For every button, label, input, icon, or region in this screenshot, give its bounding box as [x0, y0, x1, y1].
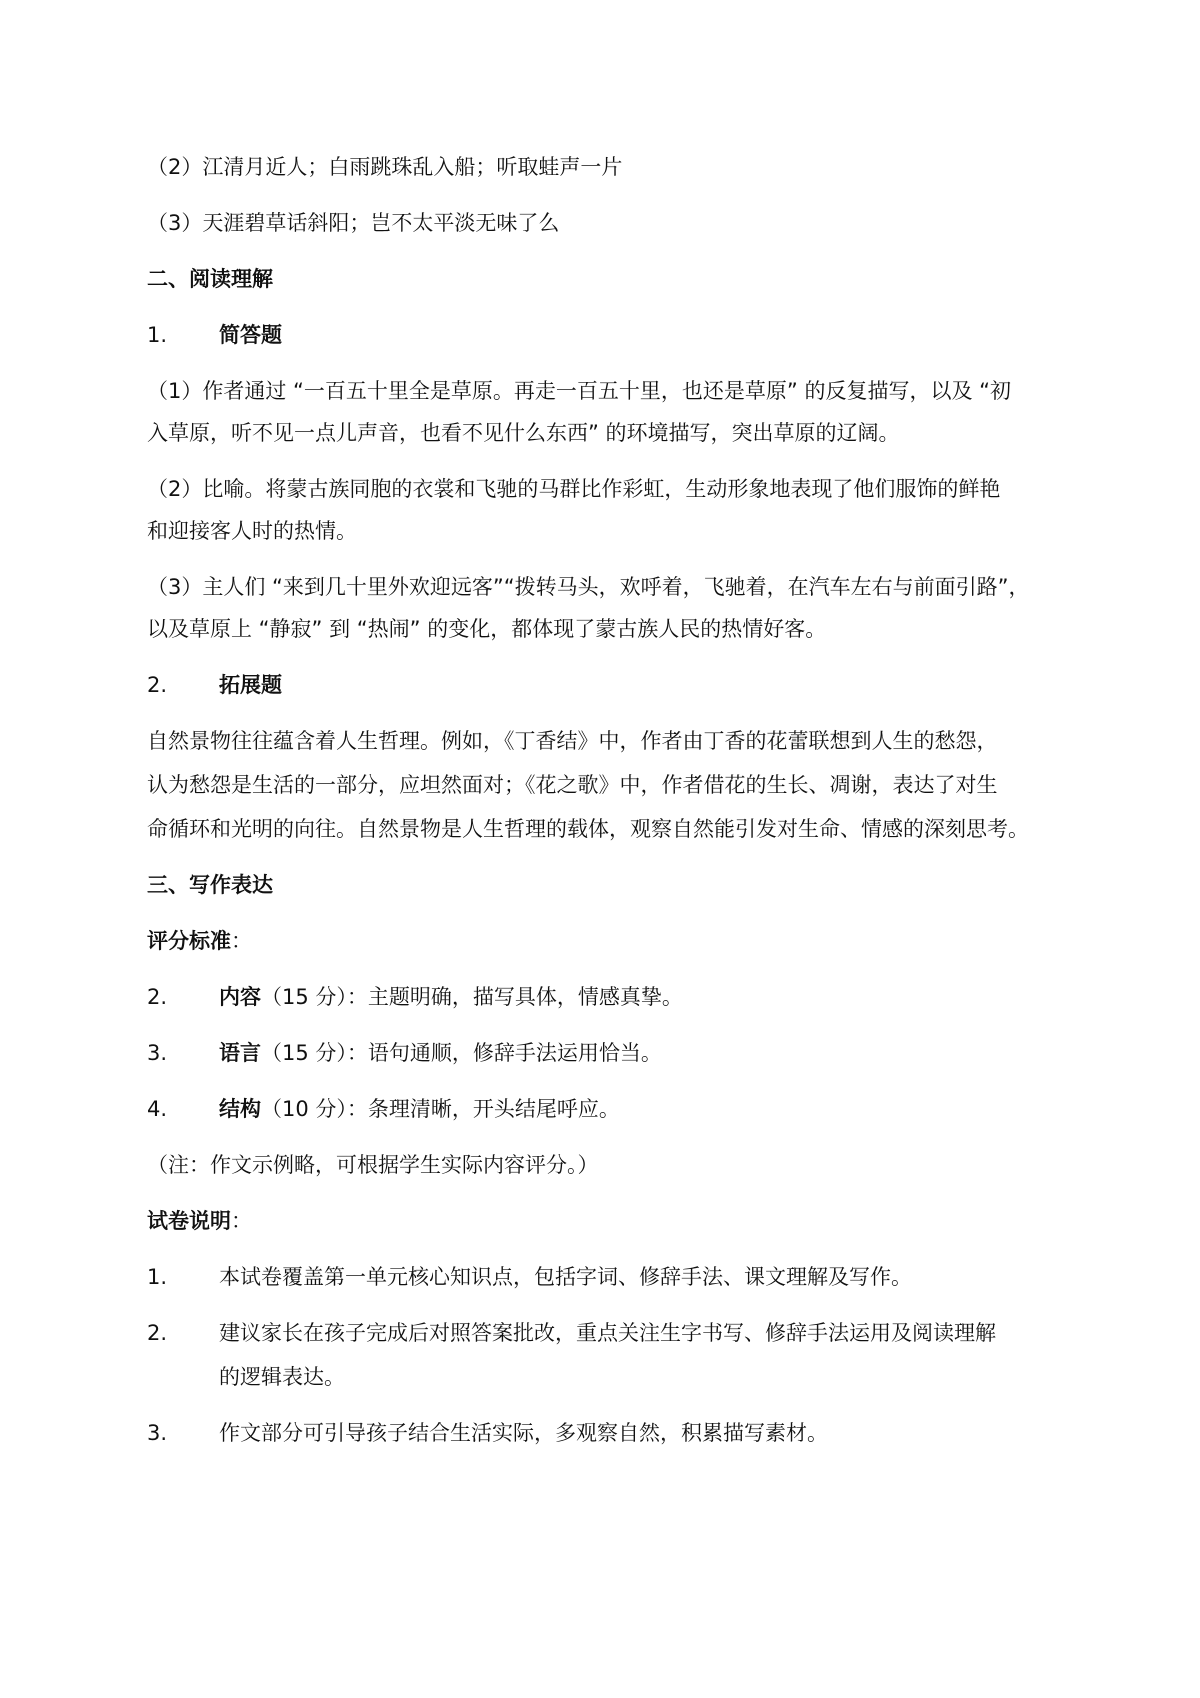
criteria-item [147, 1038, 662, 1068]
list-number: 3. [147, 1041, 168, 1065]
explanation-item [147, 1262, 912, 1292]
section-heading-reading: 二、阅读理解 [147, 267, 273, 291]
answer-paragraph-line: 以及草原上 “静寂” 到 “热闹” 的变化，都体现了蒙古族人民的热情好客。 [147, 617, 827, 641]
note-line: （注：作文示例略，可根据学生实际内容评分。） [147, 1153, 599, 1177]
answer-paragraph-line: 入草原，听不见一点儿声音，也看不见什么东西” 的环境描写，突出草原的辽阔。 [147, 421, 900, 445]
explanation-item-text: 本试卷覆盖第一单元核心知识点，包括字词、修辞手法、课文理解及写作。 [219, 1265, 912, 1289]
list-number: 3. [147, 1421, 168, 1445]
question-heading [147, 670, 282, 700]
criteria-item-label: 内容 [219, 985, 261, 1009]
list-number: 2. [147, 985, 168, 1009]
explanation-item [147, 1318, 996, 1348]
criteria-item-label: 语言 [219, 1041, 261, 1065]
question-number: 1. [147, 323, 168, 347]
explanation-item-continuation: 的逻辑表达。 [219, 1365, 345, 1389]
criteria-label: 评分标准 [147, 929, 231, 953]
explanation-item-text: 建议家长在孩子完成后对照答案批改，重点关注生字书写、修辞手法运用及阅读理解 [219, 1321, 996, 1345]
question-title: 拓展题 [219, 673, 282, 697]
colon: ： [231, 1209, 252, 1233]
answer-paragraph-line: （1）作者通过 “一百五十里全是草原。再走一百五十里，也还是草原” 的反复描写，以及 “初 [147, 379, 1012, 403]
colon: ： [231, 929, 252, 953]
explanation-label: 试卷说明 [147, 1209, 231, 1233]
criteria-label-line [147, 926, 252, 956]
explanation-item-text: 作文部分可引导孩子结合生活实际，多观察自然，积累描写素材。 [219, 1421, 828, 1445]
criteria-item [147, 982, 683, 1012]
criteria-item-text: （15 分）：语句通顺，修辞手法运用恰当。 [261, 1041, 662, 1065]
explanation-item [147, 1418, 828, 1448]
list-number: 2. [147, 1321, 168, 1345]
answer-line: （3）天涯碧草话斜阳；岂不太平淡无味了么 [147, 211, 560, 235]
list-number: 4. [147, 1097, 168, 1121]
answer-paragraph-line: 和迎接客人时的热情。 [147, 519, 357, 543]
answer-paragraph-line: （3）主人们 “来到几十里外欢迎远客”“拨转马头，欢呼着，飞驰着，在汽车左右与前面引路”， [147, 575, 1030, 599]
question-heading [147, 320, 282, 350]
answer-paragraph-line: 命循环和光明的向往。自然景物是人生哲理的载体，观察自然能引发对生命、情感的深刻思考。 [147, 817, 1029, 841]
question-title: 简答题 [219, 323, 282, 347]
answer-paragraph-line: （2）比喻。将蒙古族同胞的衣裳和飞驰的马群比作彩虹，生动形象地表现了他们服饰的鲜艳 [147, 477, 1001, 501]
criteria-item [147, 1094, 620, 1124]
explanation-label-line [147, 1206, 252, 1236]
criteria-item-label: 结构 [219, 1097, 261, 1121]
section-heading-writing: 三、写作表达 [147, 873, 273, 897]
answer-paragraph-line: 认为愁怨是生活的一部分，应坦然面对；《花之歌》中，作者借花的生长、凋谢，表达了对生 [147, 773, 998, 797]
list-number: 1. [147, 1265, 168, 1289]
criteria-item-text: （15 分）：主题明确，描写具体，情感真挚。 [261, 985, 683, 1009]
criteria-item-text: （10 分）：条理清晰，开头结尾呼应。 [261, 1097, 620, 1121]
question-number: 2. [147, 673, 168, 697]
answer-paragraph-line: 自然景物往往蕴含着人生哲理。例如，《丁香结》中，作者由丁香的花蕾联想到人生的愁怨， [147, 729, 998, 753]
answer-line: （2）江清月近人；白雨跳珠乱入船；听取蛙声一片 [147, 155, 623, 179]
